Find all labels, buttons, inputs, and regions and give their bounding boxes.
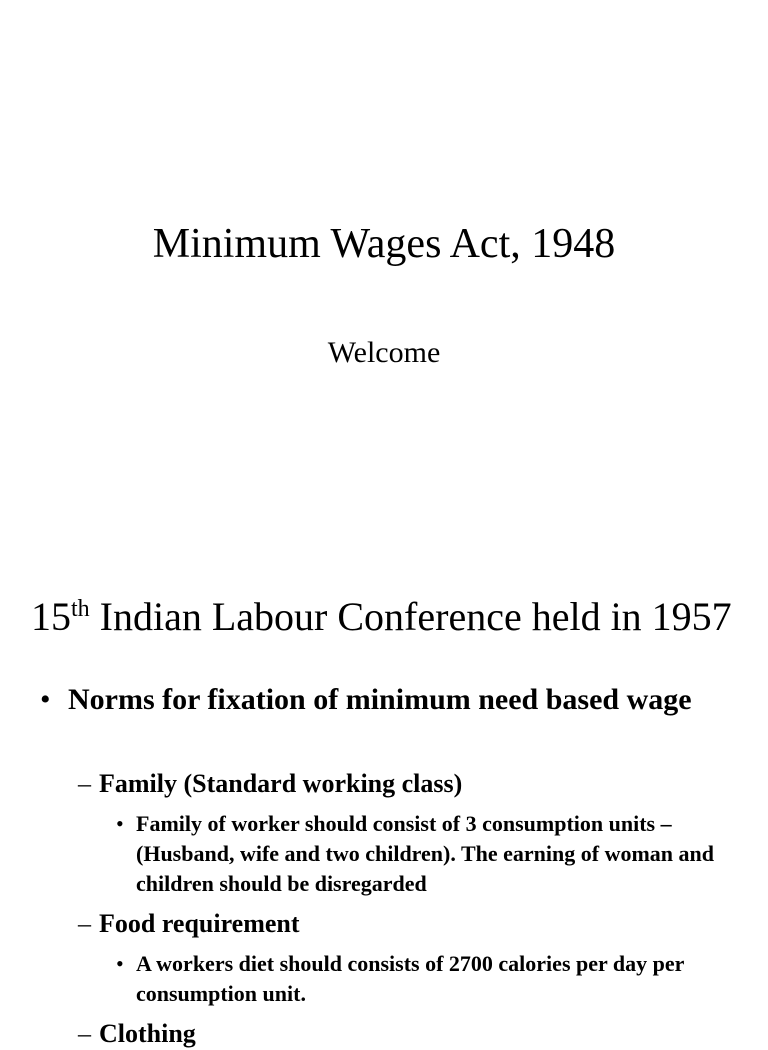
sub-item-label: Food requirement bbox=[99, 909, 300, 938]
dash-icon: – bbox=[78, 769, 91, 798]
slide-title: Minimum Wages Act, 1948 bbox=[152, 221, 616, 267]
bullet-icon: • bbox=[40, 683, 51, 716]
bullet-icon: • bbox=[116, 951, 124, 976]
bullet-icon: • bbox=[116, 811, 124, 836]
slide-subtitle: Welcome bbox=[327, 336, 441, 369]
sub-item-family bbox=[78, 768, 758, 800]
slide-title bbox=[31, 592, 732, 648]
title-text: Indian Labour Conference held in 1957 bbox=[89, 594, 732, 639]
sub-point-family bbox=[116, 809, 746, 899]
bullet-item bbox=[40, 680, 740, 720]
dash-icon: – bbox=[78, 1019, 91, 1048]
bullet-text: Norms for fixation of minimum need based wage bbox=[68, 683, 692, 716]
sub-item-label: Family (Standard working class) bbox=[99, 769, 463, 798]
sub-item-clothing bbox=[78, 1018, 758, 1050]
sub-point-food bbox=[116, 949, 746, 1009]
sub-item-label: Clothing bbox=[99, 1019, 196, 1048]
dash-icon: – bbox=[78, 909, 91, 938]
sub-point-text: A workers diet should consists of 2700 calories per day per consumption unit. bbox=[136, 951, 684, 1006]
title-superscript: th bbox=[71, 596, 90, 622]
sub-point-text: Family of worker should consist of 3 consumption units –(Husband, wife and two children). The earning of woman and children should be disregarded bbox=[136, 811, 715, 896]
title-number: 15 bbox=[31, 594, 71, 639]
sub-item-food bbox=[78, 908, 758, 940]
slide-2 bbox=[0, 560, 768, 1048]
